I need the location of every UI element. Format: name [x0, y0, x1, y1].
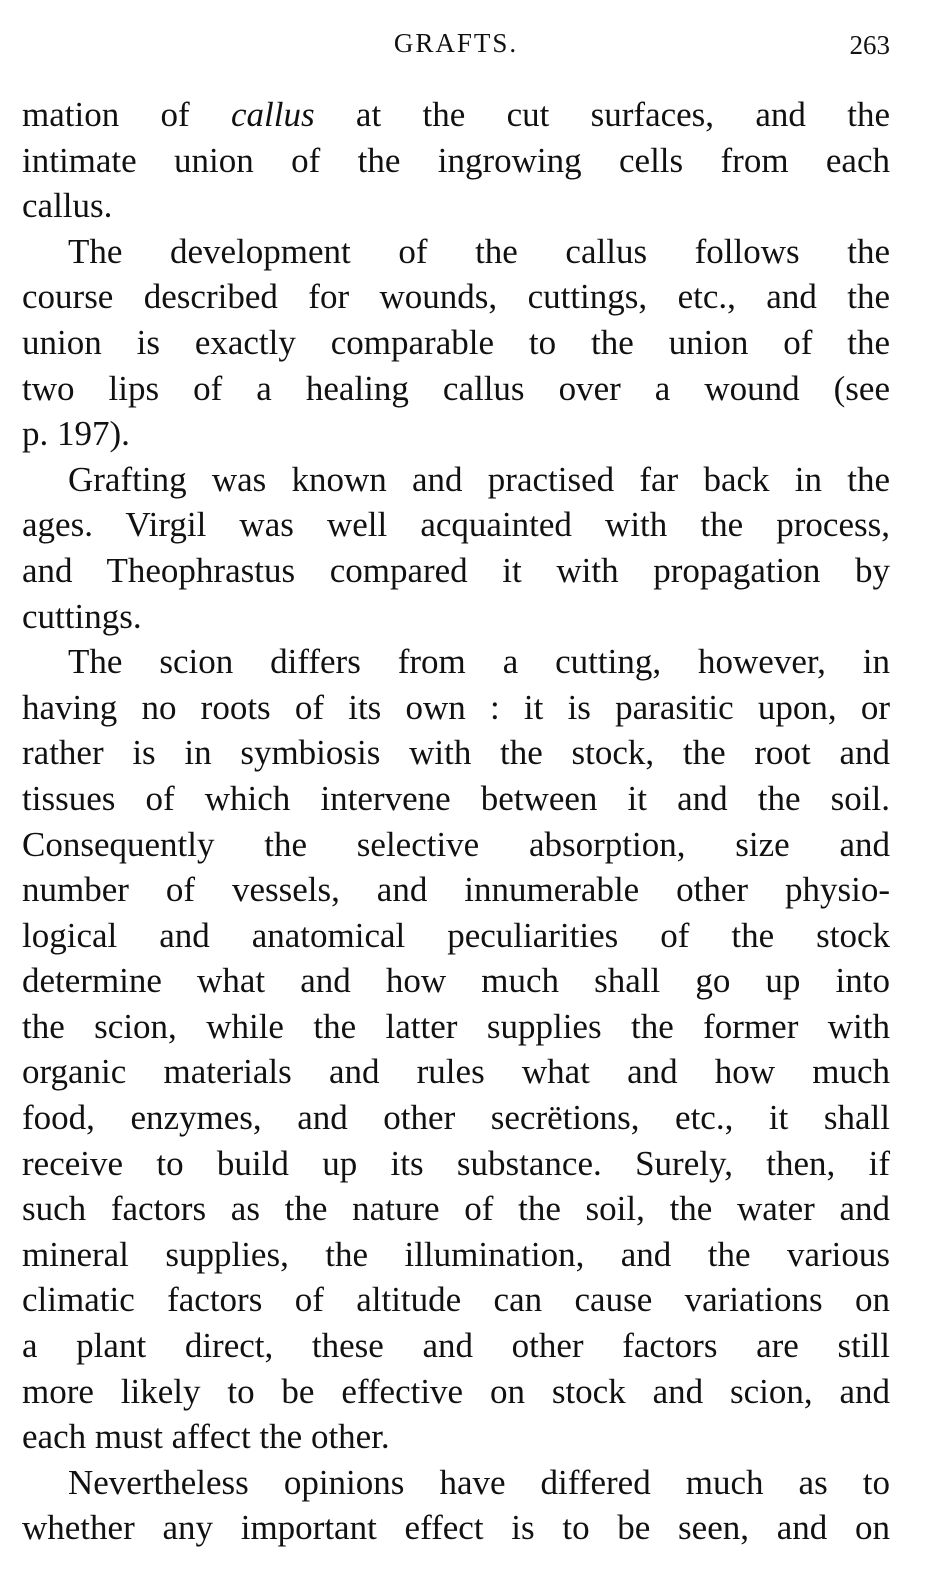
text-line: mation of callus at the cut surfaces, and the — [22, 95, 890, 134]
text-line: intimate union of the ingrowing cells from each — [22, 140, 890, 180]
text-line: food, enzymes, and other secrëtions, etc., it shall — [22, 1098, 890, 1138]
text-line: union is exactly comparable to the union of the — [22, 322, 890, 362]
text-line: determine what and how much shall go up into — [22, 961, 890, 1001]
running-title: GRAFTS. — [393, 28, 519, 58]
text-line: callus. — [22, 186, 113, 226]
text-line: course described for wounds, cuttings, etc., and the — [22, 277, 890, 317]
text-line: p. 197). — [22, 414, 130, 454]
text-line: ages. Virgil was well acquainted with the process, — [22, 505, 890, 545]
text-line: and Theophrastus compared it with propagation by — [22, 550, 890, 590]
text-line: such factors as the nature of the soil, the water and — [22, 1189, 890, 1229]
text-line: the scion, while the latter supplies the former with — [22, 1006, 890, 1046]
text-line: cuttings. — [22, 596, 142, 636]
paragraph-first-line: Grafting was known and practised far back in the — [68, 459, 890, 499]
text-line: whether any important effect is to be seen, and on — [22, 1508, 890, 1548]
italic-term: callus — [231, 95, 315, 134]
text-line: organic materials and rules what and how much — [22, 1052, 890, 1092]
page-number: 263 — [849, 30, 890, 60]
paragraph-first-line: Nevertheless opinions have differed much as to — [68, 1462, 890, 1502]
text-line: having no roots of its own : it is parasitic upon, or — [22, 687, 890, 727]
text-line: mineral supplies, the illumination, and the various — [22, 1234, 890, 1274]
text-line: Consequently the selective absorption, size and — [22, 824, 890, 864]
running-head — [22, 26, 890, 66]
body-text — [22, 92, 890, 1551]
text-line: logical and anatomical peculiarities of the stock — [22, 915, 890, 955]
text-line: rather is in symbiosis with the stock, the root and — [22, 733, 890, 773]
text-line: two lips of a healing callus over a wound (see — [22, 368, 890, 408]
text-line: climatic factors of altitude can cause variations on — [22, 1280, 890, 1320]
text-line: a plant direct, these and other factors are still — [22, 1326, 890, 1366]
paragraph-first-line: The scion differs from a cutting, however, in — [68, 642, 890, 682]
text-line: receive to build up its substance. Surely, then, if — [22, 1143, 890, 1183]
text-line: each must affect the other. — [22, 1417, 390, 1457]
paragraph-first-line: The development of the callus follows the — [68, 231, 890, 271]
text-line: more likely to be effective on stock and scion, and — [22, 1371, 890, 1411]
text-line: tissues of which intervene between it and the soil. — [22, 778, 890, 818]
text-line: number of vessels, and innumerable other physio- — [22, 870, 890, 910]
